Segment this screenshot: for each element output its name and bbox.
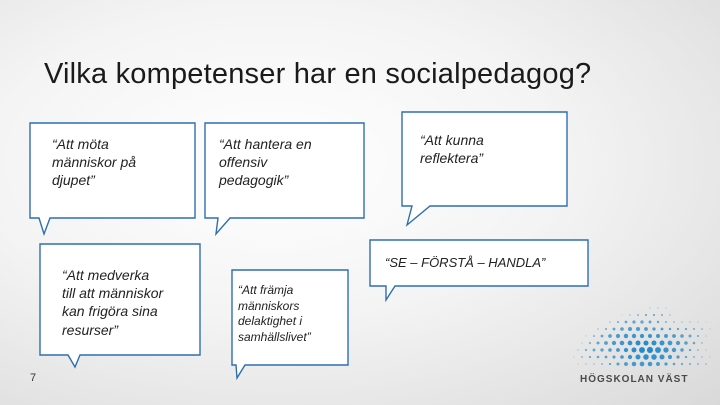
logo-dot bbox=[593, 363, 594, 364]
callout-line: “Att främja bbox=[238, 283, 294, 297]
logo-dot bbox=[648, 334, 652, 338]
logo-dot bbox=[608, 348, 612, 352]
logo-dot bbox=[656, 362, 660, 366]
logo-dot bbox=[605, 356, 608, 359]
logo-dot bbox=[689, 335, 692, 338]
logo-dot bbox=[640, 362, 645, 367]
logo-dot bbox=[635, 354, 640, 359]
logo-dot bbox=[648, 362, 652, 366]
logo-dot bbox=[655, 347, 661, 353]
logo-dot bbox=[661, 328, 664, 331]
logo-dot bbox=[651, 340, 656, 345]
logo-dot bbox=[669, 314, 670, 315]
logo-dot bbox=[677, 328, 679, 330]
logo-dot bbox=[697, 349, 699, 351]
logo-dot bbox=[632, 348, 637, 353]
logo-dot bbox=[697, 321, 698, 322]
logo-dot bbox=[609, 363, 611, 365]
callout-medverka bbox=[62, 266, 163, 339]
callout-line: människors bbox=[238, 298, 300, 313]
logo-dot bbox=[669, 328, 671, 330]
logo-dot bbox=[636, 327, 640, 331]
logo-dot bbox=[613, 328, 616, 331]
logo-dot bbox=[574, 357, 575, 358]
logo-dot bbox=[632, 320, 635, 323]
logo-dot bbox=[612, 355, 615, 358]
logo-dot bbox=[637, 314, 639, 316]
logo-dot bbox=[585, 349, 587, 351]
logo-dot bbox=[666, 308, 667, 309]
logo-dot bbox=[589, 356, 591, 358]
logo-dot bbox=[593, 349, 596, 352]
logo-dot bbox=[701, 328, 703, 330]
logo-dot bbox=[649, 321, 652, 324]
logo-dot bbox=[701, 342, 703, 344]
logo-dot bbox=[701, 356, 702, 357]
logo-dot bbox=[657, 321, 659, 323]
logo-dot bbox=[693, 356, 695, 358]
logo-dot bbox=[676, 355, 679, 358]
logo-dot bbox=[705, 363, 707, 365]
callout-line: till att människor bbox=[62, 285, 164, 302]
logo-dot bbox=[628, 327, 632, 331]
callout-line: resurser” bbox=[62, 321, 119, 338]
logo-dot bbox=[665, 321, 667, 323]
logo-dot bbox=[628, 355, 632, 359]
callout-reflektera bbox=[420, 131, 484, 167]
logo-dot bbox=[597, 328, 598, 329]
logo-dot bbox=[664, 334, 668, 338]
logo-dot bbox=[697, 363, 699, 365]
logo-dot bbox=[632, 362, 636, 366]
logo-dot bbox=[644, 327, 648, 331]
logo-dot bbox=[624, 334, 628, 338]
logo-dot bbox=[609, 321, 610, 322]
page-number: 7 bbox=[30, 372, 37, 384]
logo-dot bbox=[680, 348, 683, 351]
logo-dot bbox=[645, 314, 647, 316]
callout-line: reflektera” bbox=[420, 150, 484, 167]
logo-dot bbox=[705, 349, 706, 350]
logo-dot bbox=[681, 321, 682, 322]
logo-dot bbox=[625, 321, 628, 324]
callout-line: “Att hantera en bbox=[219, 136, 312, 152]
logo-dot bbox=[685, 356, 687, 358]
logo-dot bbox=[673, 321, 674, 322]
callout-line: delaktighet i bbox=[238, 314, 303, 329]
logo-dot bbox=[710, 329, 711, 330]
logo-dot bbox=[608, 334, 612, 338]
logo-dot bbox=[601, 363, 603, 365]
logo-dot bbox=[689, 321, 690, 322]
logo-dot bbox=[622, 315, 623, 316]
logo-dot bbox=[672, 334, 676, 338]
logo-dot bbox=[668, 355, 672, 359]
logo-dot bbox=[697, 335, 699, 337]
logo-dot bbox=[689, 349, 691, 351]
logo-dot bbox=[705, 335, 706, 336]
logo-dot bbox=[659, 354, 664, 359]
logo-dot bbox=[632, 334, 636, 338]
logo-dot bbox=[605, 328, 607, 330]
logo-dot bbox=[643, 354, 649, 360]
halftone-dots-logo-icon bbox=[550, 300, 720, 405]
logo-dot bbox=[653, 314, 655, 316]
logo-dot bbox=[676, 341, 680, 345]
logo-dot bbox=[640, 320, 643, 323]
logo-dot bbox=[685, 328, 687, 330]
logo-dot bbox=[661, 314, 663, 316]
logo-dot bbox=[624, 362, 628, 366]
logo-dot bbox=[616, 362, 619, 365]
logo-dot bbox=[649, 307, 650, 308]
logo-dot bbox=[636, 341, 641, 346]
logo-text: HÖGSKOLAN VÄST bbox=[580, 374, 689, 385]
logo-dot bbox=[684, 341, 688, 345]
callout-line: offensiv bbox=[219, 154, 268, 171]
logo-dot bbox=[663, 347, 668, 352]
logo-dot bbox=[620, 341, 625, 346]
logo-dot bbox=[672, 348, 676, 352]
logo-dot bbox=[668, 341, 673, 346]
logo-dot bbox=[577, 349, 578, 350]
logo-dot bbox=[652, 327, 655, 330]
logo-dot bbox=[673, 363, 676, 366]
logo-dot bbox=[593, 335, 595, 337]
logo-dot bbox=[680, 334, 684, 338]
logo-dot bbox=[612, 341, 616, 345]
logo-dot bbox=[620, 355, 624, 359]
logo-dot bbox=[689, 363, 691, 365]
callout-hantera bbox=[219, 135, 312, 190]
logo-dot bbox=[616, 334, 620, 338]
logo-dot bbox=[601, 335, 604, 338]
callout-line: “Att möta bbox=[52, 136, 109, 152]
logo-dot bbox=[617, 321, 619, 323]
logo-dot bbox=[664, 362, 667, 365]
logo-dot bbox=[600, 348, 603, 351]
callout-line: samhällslivet” bbox=[238, 329, 311, 344]
callout-reflektera-shape bbox=[402, 112, 567, 225]
logo-dot bbox=[647, 347, 653, 353]
callout-line: “Att kunna bbox=[420, 132, 484, 148]
logo-dot bbox=[706, 322, 707, 323]
logo-dot bbox=[585, 363, 586, 364]
logo-dot bbox=[578, 364, 579, 365]
logo-dot bbox=[589, 342, 591, 344]
logo-dot bbox=[629, 314, 630, 315]
logo-dot bbox=[586, 336, 587, 337]
logo-dot bbox=[660, 341, 665, 346]
callout-mota bbox=[52, 135, 136, 190]
callout-se-forsta bbox=[385, 255, 545, 272]
callout-line: “SE – FÖRSTÅ – HANDLA” bbox=[385, 255, 546, 270]
logo-dot bbox=[651, 354, 657, 360]
callout-line: “Att medverka bbox=[62, 267, 150, 283]
slide-title: Vilka kompetenser har en socialpedagog? bbox=[44, 58, 592, 90]
logo-dot bbox=[616, 348, 620, 352]
logo-dot bbox=[604, 341, 608, 345]
callout-line: pedagogik” bbox=[219, 172, 289, 189]
logo-dot bbox=[640, 334, 644, 338]
logo-dot bbox=[657, 307, 658, 308]
callout-framja bbox=[238, 283, 311, 345]
logo-dot bbox=[709, 356, 710, 357]
logo-dot bbox=[656, 334, 660, 338]
logo-dot bbox=[639, 347, 645, 353]
callout-line: människor på bbox=[52, 154, 137, 171]
logo-dot bbox=[681, 363, 683, 365]
logo-dot bbox=[620, 327, 624, 331]
callout-line: djupet” bbox=[52, 172, 95, 189]
logo-dot bbox=[582, 343, 583, 344]
logo-dot bbox=[643, 340, 648, 345]
logo-dot bbox=[597, 356, 600, 359]
logo-dot bbox=[596, 341, 599, 344]
logo-dot bbox=[581, 356, 583, 358]
callout-line: kan frigöra sina bbox=[62, 303, 158, 320]
logo-dot bbox=[628, 341, 633, 346]
logo-dot bbox=[693, 342, 696, 345]
logo-dot bbox=[624, 348, 628, 352]
logo-dot bbox=[693, 328, 695, 330]
